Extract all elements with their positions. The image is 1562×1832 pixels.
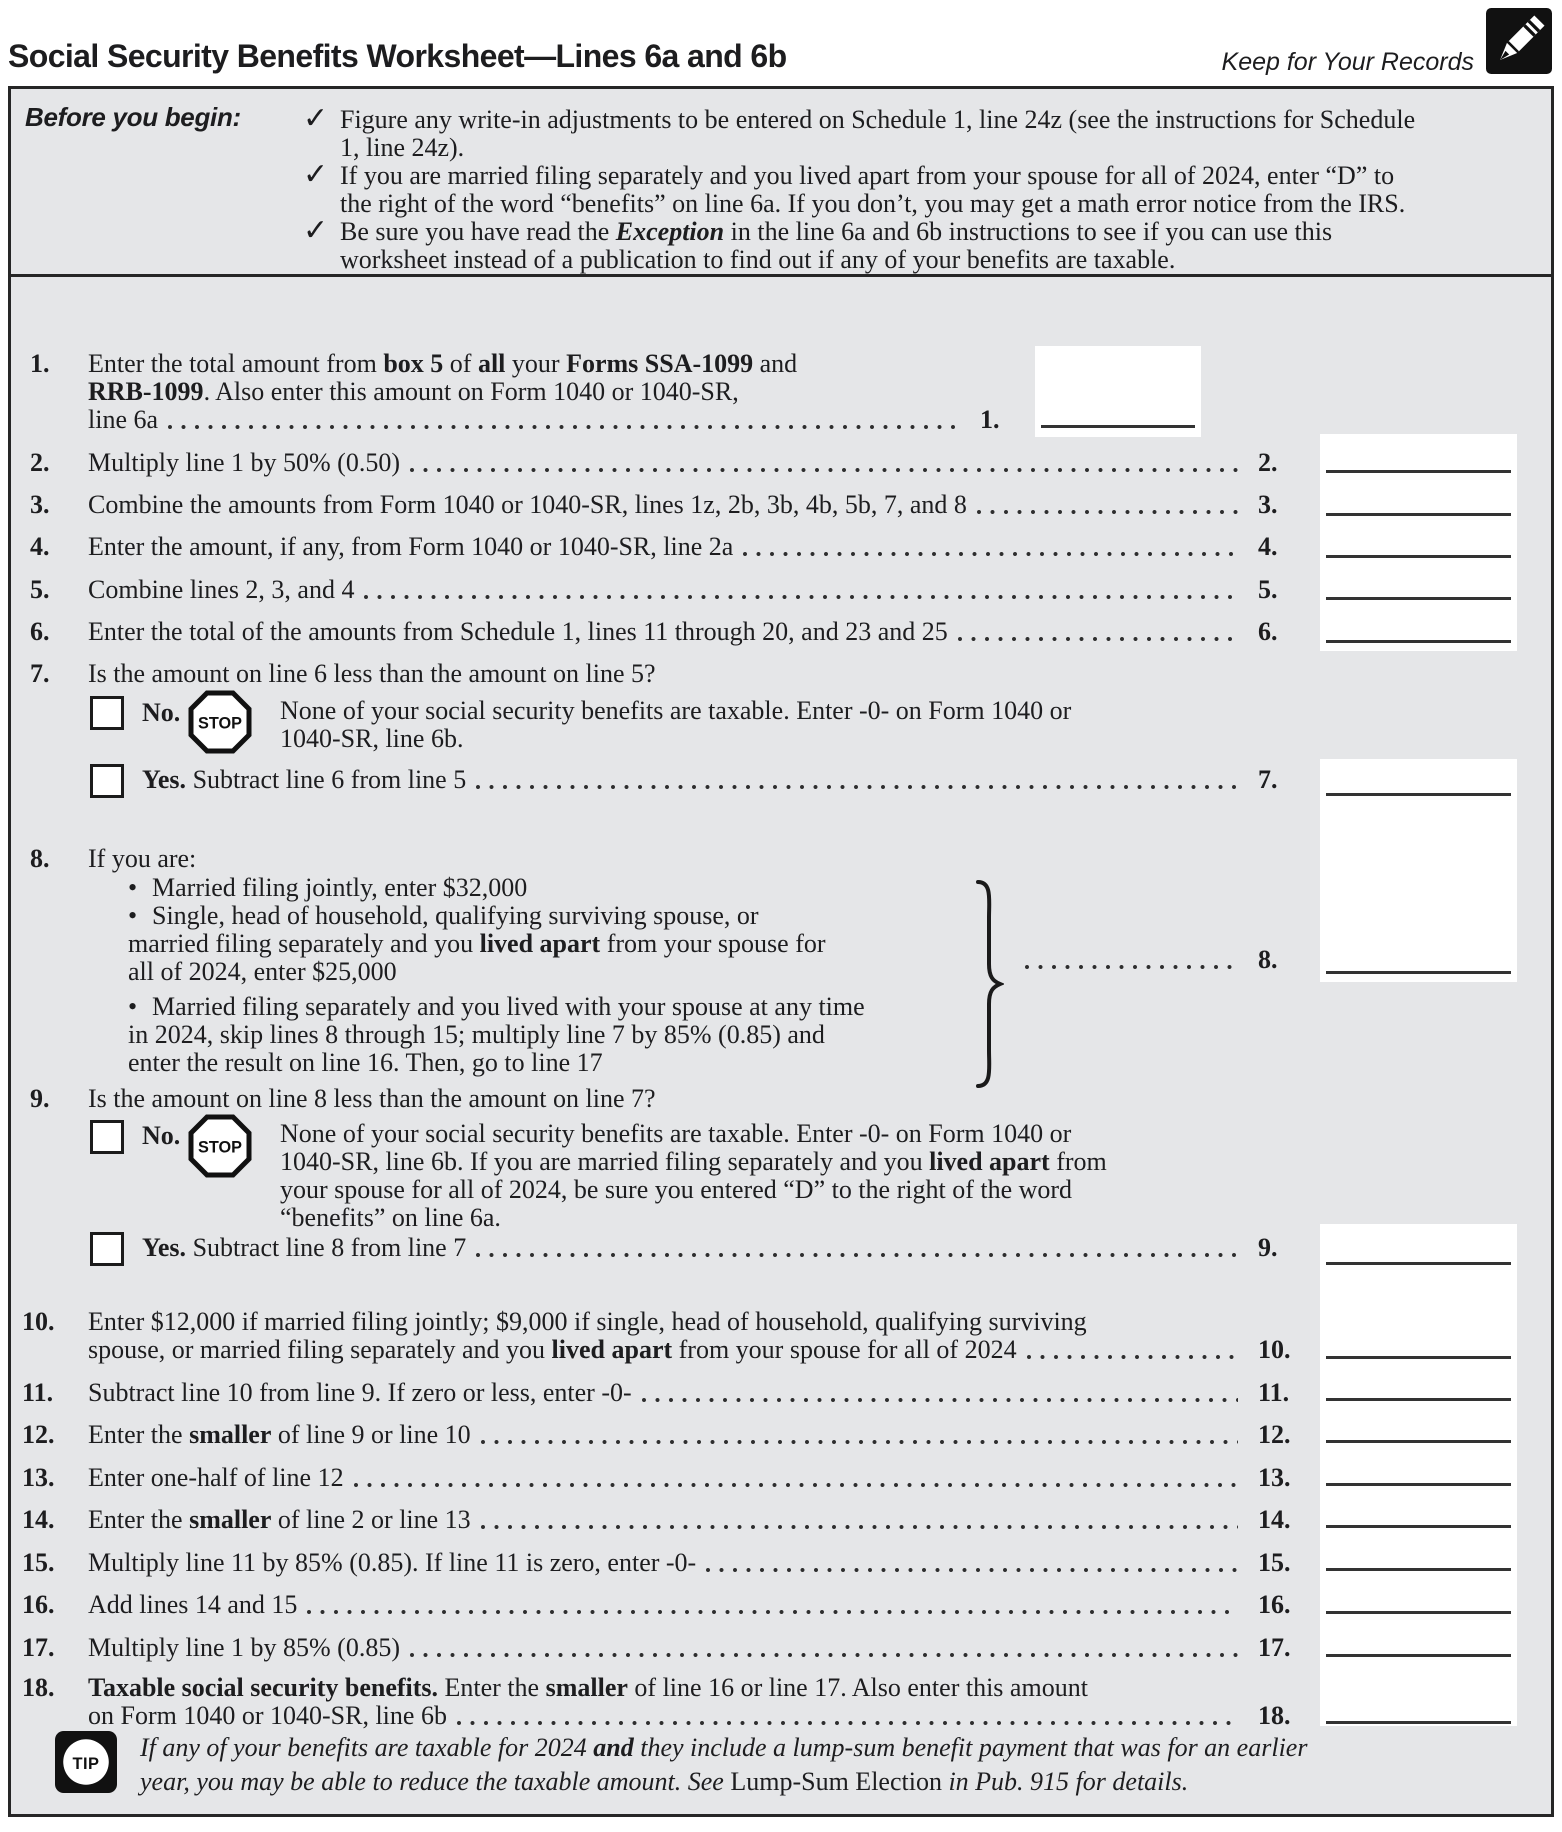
bullet-icon: •	[128, 992, 138, 1021]
line-number-9: 9.	[30, 1084, 50, 1113]
line-16-row	[22, 1591, 1310, 1619]
dotted-leader	[354, 1483, 1238, 1487]
dotted-leader	[1025, 965, 1238, 969]
amount-entry-line-7[interactable]	[1326, 793, 1511, 796]
line-9-no-text: your spouse for all of 2024, be sure you entered “D” to the right of the word	[280, 1175, 1073, 1204]
no-checkbox-line-9[interactable]	[90, 1120, 124, 1154]
answer-box-lines-7-8	[1320, 759, 1517, 982]
stop-icon	[188, 1114, 252, 1178]
line-ref-number-13: 13.	[1258, 1463, 1291, 1492]
line-ref-number-8: 8.	[1258, 945, 1278, 974]
line-1-leader-row	[88, 406, 1032, 434]
line-4-text: Enter the amount, if any, from Form 1040 or 1040-SR, line 2a	[88, 532, 734, 561]
line-8-bullet-3: enter the result on line 16. Then, go to line 17	[128, 1048, 603, 1077]
line-2-row	[30, 449, 1310, 477]
no-label-line-7: No.	[142, 698, 181, 727]
line-number-13: 13.	[22, 1463, 55, 1492]
dotted-leader	[476, 785, 1238, 789]
line-7-question: Is the amount on line 6 less than the amount on line 5?	[88, 659, 656, 688]
line-number-2: 2.	[30, 448, 50, 477]
line-number-8: 8.	[30, 844, 50, 873]
dotted-leader	[410, 468, 1238, 472]
line-7-yes-text: Yes. Subtract line 6 from line 5	[142, 765, 467, 794]
yes-checkbox-line-9[interactable]	[90, 1232, 124, 1266]
line-number-5: 5.	[30, 575, 50, 604]
dotted-leader	[364, 595, 1238, 599]
amount-entry-line-11[interactable]	[1326, 1398, 1511, 1401]
line-9-question: Is the amount on line 8 less than the amount on line 7?	[88, 1084, 656, 1113]
instruction-line: Be sure you have read the Exception in the line 6a and 6b instructions to see if you can use this	[340, 217, 1333, 246]
line-1-text: line 6a	[88, 405, 159, 434]
line-number-1: 1.	[30, 349, 50, 378]
bullet-icon: •	[128, 901, 138, 930]
dotted-leader	[410, 1653, 1238, 1657]
answer-box-lines-9-18	[1320, 1224, 1517, 1726]
line-ref-number-1: 1.	[980, 405, 1000, 434]
line-ref-number-14: 14.	[1258, 1505, 1291, 1534]
dotted-leader	[168, 425, 960, 429]
amount-entry-line-10[interactable]	[1326, 1356, 1511, 1359]
checkmark-icon: ✓	[303, 102, 329, 135]
line-9-no-text: 1040-SR, line 6b. If you are married filing separately and you lived apart from	[280, 1147, 1107, 1176]
checkmark-icon: ✓	[303, 214, 329, 247]
line-ref-number-11: 11.	[1258, 1378, 1290, 1407]
line-18-text: Taxable social security benefits. Enter the smaller of line 16 or line 17. Also enter this amount	[88, 1673, 1088, 1702]
line-ref-number-3: 3.	[1258, 490, 1278, 519]
line-10-leader-row	[88, 1336, 1310, 1364]
line-7-no-text: None of your social security benefits are taxable. Enter -0- on Form 1040 or	[280, 696, 1072, 725]
amount-entry-line-5[interactable]	[1326, 597, 1511, 600]
answer-box-lines-2-6	[1320, 434, 1517, 651]
yes-checkbox-line-7[interactable]	[90, 764, 124, 798]
amount-entry-line-15[interactable]	[1326, 1568, 1511, 1571]
line-ref-number-15: 15.	[1258, 1548, 1291, 1577]
line-4-row	[30, 533, 1310, 561]
amount-entry-line-2[interactable]	[1326, 470, 1511, 473]
line-number-15: 15.	[22, 1548, 55, 1577]
line-ref-number-9: 9.	[1258, 1233, 1278, 1262]
line-number-14: 14.	[22, 1505, 55, 1534]
line-8-bullet-2: all of 2024, enter $25,000	[128, 957, 397, 986]
line-number-17: 17.	[22, 1633, 55, 1662]
keep-for-records-label: Keep for Your Records	[1221, 48, 1474, 76]
amount-entry-line-13[interactable]	[1326, 1483, 1511, 1486]
line-ref-number-16: 16.	[1258, 1590, 1291, 1619]
line-14-text: Enter the smaller of line 2 or line 13	[88, 1505, 471, 1534]
line-15-text: Multiply line 11 by 85% (0.85). If line 11 is zero, enter -0-	[88, 1548, 697, 1577]
instruction-line: worksheet instead of a publication to find out if any of your benefits are taxable.	[340, 245, 1176, 274]
line-16-text: Add lines 14 and 15	[88, 1590, 298, 1619]
line-9-no-text: “benefits” on line 6a.	[280, 1203, 501, 1232]
no-label-line-9: No.	[142, 1121, 181, 1150]
line-1-text: Enter the total amount from box 5 of all your Forms SSA-1099 and	[88, 349, 798, 378]
line-ref-number-12: 12.	[1258, 1420, 1291, 1449]
line-3-row	[30, 491, 1310, 519]
line-8-bullet-2: Single, head of household, qualifying surviving spouse, or	[152, 901, 759, 930]
tip-icon	[55, 1731, 117, 1793]
line-8-bullet-3: Married filing separately and you lived with your spouse at any time	[152, 992, 865, 1021]
line-8-bullet-3: in 2024, skip lines 8 through 15; multiply line 7 by 85% (0.85) and	[128, 1020, 825, 1049]
bullet-icon: •	[128, 873, 138, 902]
checkmark-icon: ✓	[303, 158, 329, 191]
line-9-no-text: None of your social security benefits are taxable. Enter -0- on Form 1040 or	[280, 1119, 1072, 1148]
line-7-yes-row	[142, 766, 1310, 794]
instruction-line: Figure any write-in adjustments to be entered on Schedule 1, line 24z (see the instructions for Schedule	[340, 105, 1416, 134]
amount-entry-line-1[interactable]	[1041, 425, 1195, 428]
line-8-intro: If you are:	[88, 844, 197, 873]
curly-brace-icon	[972, 878, 1004, 1090]
line-ref-number-7: 7.	[1258, 765, 1278, 794]
svg-text:STOP: STOP	[198, 713, 242, 733]
line-10-text: spouse, or married filing separately and you lived apart from your spouse for all of 2024	[88, 1335, 1017, 1364]
line-ref-number-10: 10.	[1258, 1335, 1291, 1364]
amount-entry-line-16[interactable]	[1326, 1611, 1511, 1614]
amount-entry-line-3[interactable]	[1326, 513, 1511, 516]
amount-entry-line-18[interactable]	[1326, 1721, 1511, 1724]
amount-entry-line-9[interactable]	[1326, 1262, 1511, 1265]
dotted-leader	[457, 1721, 1238, 1725]
dotted-leader	[476, 1253, 1238, 1257]
amount-entry-line-14[interactable]	[1326, 1525, 1511, 1528]
line-3-text: Combine the amounts from Form 1040 or 1040-SR, lines 1z, 2b, 3b, 4b, 5b, 7, and 8	[88, 490, 967, 519]
line-number-3: 3.	[30, 490, 50, 519]
line-5-text: Combine lines 2, 3, and 4	[88, 575, 355, 604]
line-number-12: 12.	[22, 1420, 55, 1449]
line-1-text: RRB-1099. Also enter this amount on Form 1040 or 1040-SR,	[88, 377, 739, 406]
line-ref-number-2: 2.	[1258, 448, 1278, 477]
amount-entry-line-4[interactable]	[1326, 555, 1511, 558]
svg-text:STOP: STOP	[198, 1137, 242, 1157]
line-13-row	[22, 1464, 1310, 1492]
line-12-row	[22, 1421, 1310, 1449]
instruction-line: If you are married filing separately and you lived apart from your spouse for all of 2024, enter “D” to	[340, 161, 1395, 190]
line-13-text: Enter one-half of line 12	[88, 1463, 344, 1492]
line-number-11: 11.	[22, 1378, 54, 1407]
dotted-leader	[642, 1398, 1238, 1402]
stop-icon	[188, 690, 252, 754]
line-12-text: Enter the smaller of line 9 or line 10	[88, 1420, 471, 1449]
line-number-7: 7.	[30, 659, 50, 688]
line-7-no-text: 1040-SR, line 6b.	[280, 724, 464, 753]
line-6-row	[30, 618, 1310, 646]
amount-entry-line-12[interactable]	[1326, 1440, 1511, 1443]
line-number-16: 16.	[22, 1590, 55, 1619]
line-8-bullet-2: married filing separately and you lived apart from your spouse for	[128, 929, 826, 958]
line-ref-number-18: 18.	[1258, 1701, 1291, 1730]
line-10-text: Enter $12,000 if married filing jointly; $9,000 if single, head of household, qualifying surviving	[88, 1307, 1087, 1336]
amount-entry-line-8[interactable]	[1326, 971, 1511, 974]
line-11-text: Subtract line 10 from line 9. If zero or less, enter -0-	[88, 1378, 632, 1407]
line-11-row	[22, 1379, 1310, 1407]
line-number-10: 10.	[22, 1307, 55, 1336]
line-14-row	[22, 1506, 1310, 1534]
line-17-row	[22, 1634, 1310, 1662]
line-ref-number-17: 17.	[1258, 1633, 1291, 1662]
tip-text: If any of your benefits are taxable for 2024 and they include a lump-sum benefit payment that was for an earlier	[140, 1733, 1308, 1762]
line-2-text: Multiply line 1 by 50% (0.50)	[88, 448, 400, 477]
dotted-leader	[706, 1568, 1238, 1572]
amount-entry-line-6[interactable]	[1326, 640, 1511, 643]
line-18-text: on Form 1040 or 1040-SR, line 6b	[88, 1701, 447, 1730]
amount-entry-line-17[interactable]	[1326, 1654, 1511, 1657]
dotted-leader	[307, 1610, 1238, 1614]
line-number-4: 4.	[30, 532, 50, 561]
dotted-leader	[958, 637, 1238, 641]
page-title: Social Security Benefits Worksheet—Lines 6a and 6b	[8, 38, 787, 74]
line-number-6: 6.	[30, 617, 50, 646]
line-9-yes-text: Yes. Subtract line 8 from line 7	[142, 1233, 467, 1262]
svg-text:TIP: TIP	[72, 1754, 100, 1773]
before-you-begin-label: Before you begin:	[25, 102, 241, 132]
pencil-icon	[1486, 8, 1552, 74]
dotted-leader	[481, 1440, 1238, 1444]
line-18-leader-row	[88, 1702, 1310, 1730]
dotted-leader	[977, 510, 1238, 514]
line-ref-number-6: 6.	[1258, 617, 1278, 646]
instruction-line: the right of the word “benefits” on line 6a. If you don’t, you may get a math error notice from the IRS.	[340, 189, 1406, 218]
header-divider	[8, 274, 1554, 277]
tip-text: year, you may be able to reduce the taxable amount. See Lump-Sum Election in Pub. 915 for details.	[140, 1767, 1189, 1796]
line-ref-number-4: 4.	[1258, 532, 1278, 561]
line-15-row	[22, 1549, 1310, 1577]
dotted-leader	[1027, 1355, 1238, 1359]
line-ref-number-5: 5.	[1258, 575, 1278, 604]
answer-box-line-1	[1035, 346, 1201, 437]
line-number-18: 18.	[22, 1673, 55, 1702]
line-5-row	[30, 576, 1310, 604]
line-8-bullet-1: Married filing jointly, enter $32,000	[152, 873, 528, 902]
line-8-leader-row	[1015, 946, 1310, 974]
line-9-yes-row	[142, 1234, 1310, 1262]
no-checkbox-line-7[interactable]	[90, 696, 124, 730]
dotted-leader	[743, 552, 1238, 556]
line-17-text: Multiply line 1 by 85% (0.85)	[88, 1633, 400, 1662]
instruction-line: 1, line 24z).	[340, 133, 465, 162]
line-6-text: Enter the total of the amounts from Schedule 1, lines 11 through 20, and 23 and 25	[88, 617, 948, 646]
dotted-leader	[481, 1525, 1238, 1529]
